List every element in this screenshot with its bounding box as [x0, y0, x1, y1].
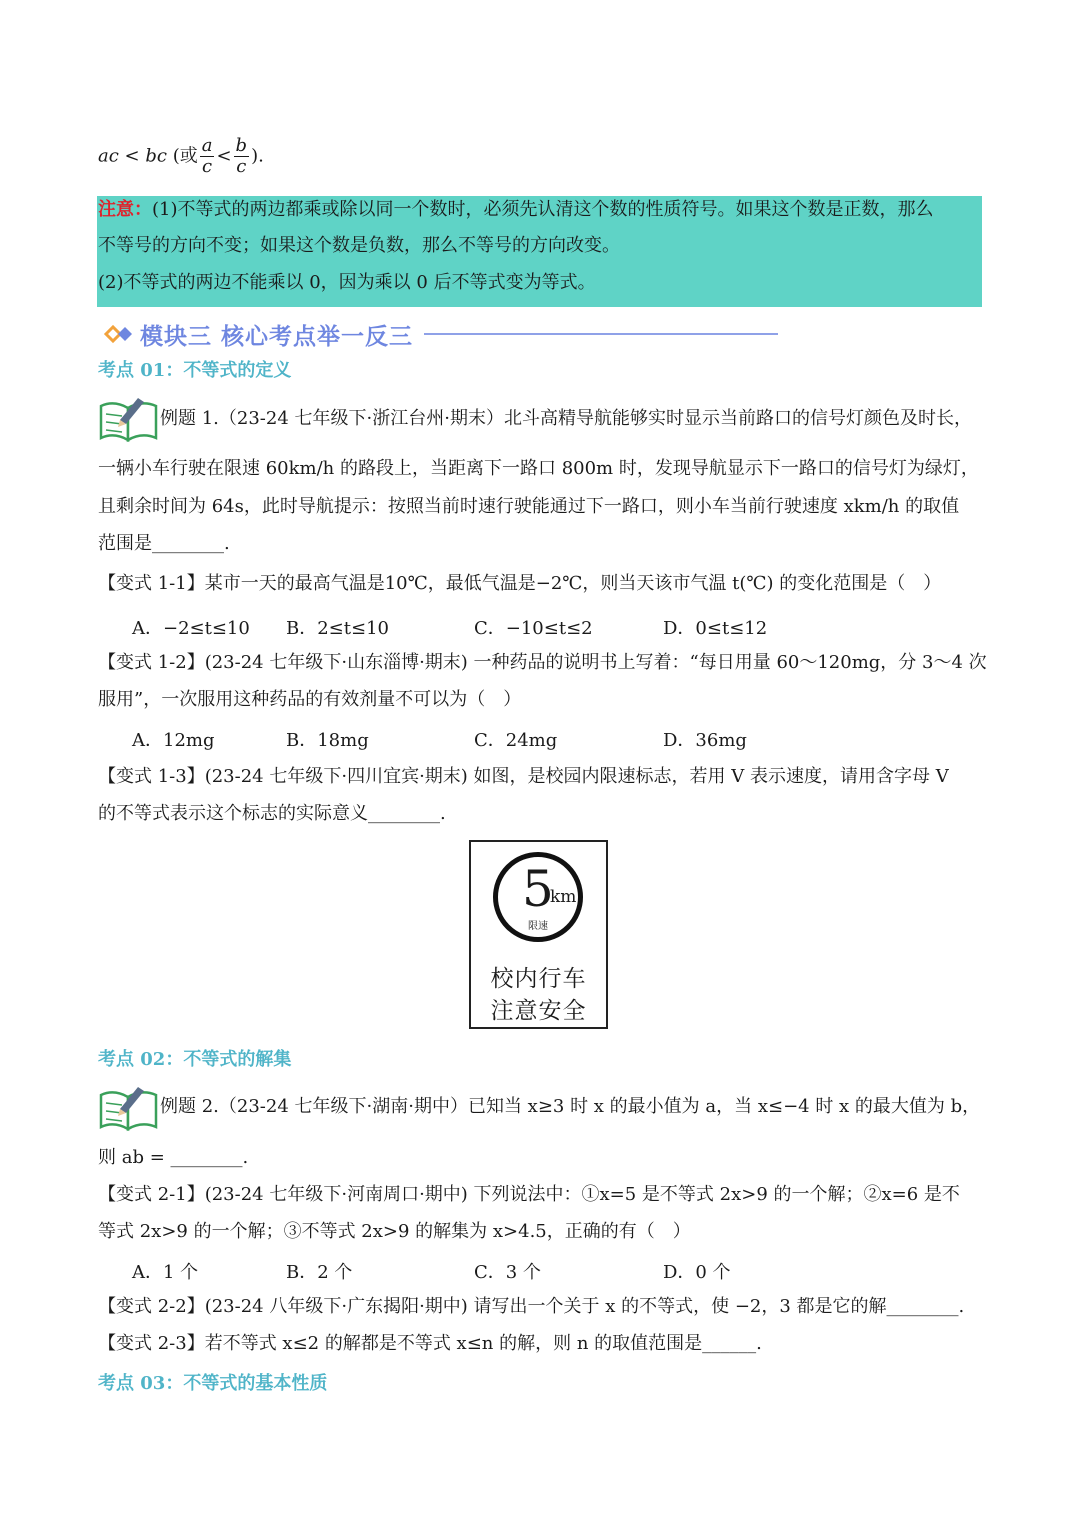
speed-limit-circle [493, 852, 583, 942]
variant-2-2-question: 【变式 2-2】(23-24 八年级下·广东揭阳·期中) 请写出一个关于 x 的不等式，使 −2，3 都是它的解________. [98, 1296, 965, 1317]
formula-line [98, 136, 264, 177]
note-line-2: 不等号的方向不变；如果这个数是负数，那么不等号的方向改变。 [98, 235, 620, 256]
example-1-line-2: 一辆小车行驶在限速 60km/h 的路段上，当距离下一路口 800m 时，发现导航显示下一路口的信号灯为绿灯， [98, 458, 979, 479]
variant-2-1-option-d: D．0 个 [663, 1262, 731, 1283]
example-1-line-1: 例题 1.（23-24 七年级下·浙江台州·期末）北斗高精导航能够实时显示当前路口的信号灯颜色及时长， [160, 408, 972, 429]
variant-2-1-option-c: C．3 个 [474, 1262, 541, 1283]
point-03-heading: 考点 03：不等式的基本性质 [98, 1373, 328, 1394]
variant-2-1-option-b: B．2 个 [286, 1262, 353, 1283]
double-diamond-icon [104, 323, 134, 345]
example-1-line-4: 范围是________. [98, 533, 230, 554]
variant-1-1-option-b: B．2≤t≤10 [286, 618, 389, 639]
formula-close: ). [251, 145, 264, 167]
variant-2-1-line-2: 等式 2x>9 的一个解；③不等式 2x>9 的解集为 x>4.5，正确的有（ ） [98, 1221, 691, 1242]
point-01-heading: 考点 01：不等式的定义 [98, 360, 292, 381]
variant-1-2-option-a: A．12mg [132, 730, 215, 751]
sign-limit-label: 限速 [528, 921, 548, 932]
fraction-b-over-c: $\frac{b}{c}$ [235, 135, 248, 177]
speed-limit-sign [469, 840, 608, 1029]
formula-lt: < [216, 145, 232, 167]
formula-open: (或 [172, 145, 198, 167]
module-title: 模块三 核心考点举一反三 [140, 323, 414, 350]
variant-1-3-line-2: 的不等式表示这个标志的实际意义________. [98, 803, 446, 824]
variant-1-2-line-1: 【变式 1-2】(23-24 七年级下·山东淄博·期末) 一种药品的说明书上写着：“每日用量 60～120mg，分 3～4 次 [98, 652, 987, 673]
variant-1-3-line-1: 【变式 1-3】(23-24 七年级下·四川宜宾·期末) 如图，是校园内限速标志，若用 V 表示速度，请用含字母 V [98, 766, 949, 787]
sign-text-2: 注意安全 [490, 998, 587, 1024]
sign-text-1: 校内行车 [490, 966, 587, 992]
variant-2-3-question: 【变式 2-3】若不等式 x≤2 的解都是不等式 x≤n 的解，则 n 的取值范围是______. [98, 1333, 762, 1354]
module-heading [104, 318, 413, 350]
point-02-heading: 考点 02：不等式的解集 [98, 1049, 292, 1070]
sign-unit: km [550, 887, 577, 907]
variant-1-2-option-c: C．24mg [474, 730, 558, 751]
variant-1-2-line-2: 服用”，一次服用这种药品的有效剂量不可以为（ ） [98, 689, 522, 710]
variant-2-1-option-a: A．1 个 [132, 1262, 199, 1283]
variant-1-1-option-a: A．−2≤t≤10 [132, 618, 250, 639]
fraction-a-over-c: $\frac{a}{c}$ [201, 135, 213, 177]
variant-2-1-line-1: 【变式 2-1】(23-24 七年级下·河南周口·期中) 下列说法中：①x=5 是不等式 2x>9 的一个解；②x=6 是不 [98, 1184, 960, 1205]
book-pencil-icon [98, 394, 160, 444]
example-2-line-2: 则 ab = ________. [98, 1147, 249, 1168]
variant-1-1-option-d: D．0≤t≤12 [663, 618, 768, 639]
sign-number: 5 [522, 860, 554, 918]
variant-1-2-option-d: D．36mg [663, 730, 747, 751]
module-rule [424, 333, 778, 335]
example-2-line-1: 例题 2.（23-24 七年级下·湖南·期中）已知当 x≥3 时 x 的最小值为 a，当 x≤−4 时 x 的最大值为 b， [160, 1096, 981, 1117]
variant-1-1-option-c: C．−10≤t≤2 [474, 618, 593, 639]
variant-1-2-option-b: B．18mg [286, 730, 369, 751]
book-pencil-icon [98, 1083, 160, 1133]
note-line-1: 注意：(1)不等式的两边都乘或除以同一个数时，必须先认清这个数的性质符号。如果这个数是正数，那么 [98, 199, 934, 220]
note-label: 注意： [98, 199, 152, 220]
formula-lhs: ac < bc [98, 145, 167, 167]
variant-1-1-question: 【变式 1-1】某市一天的最高气温是10℃，最低气温是−2℃，则当天该市气温 t(℃) 的变化范围是（ ） [98, 573, 942, 594]
note-line-3: (2)不等式的两边不能乘以 0，因为乘以 0 后不等式变为等式。 [98, 272, 596, 293]
example-1-line-3: 且剩余时间为 64s，此时导航提示：按照当前时速行驶能通过下一路口，则小车当前行驶速度 xkm/h 的取值 [98, 496, 960, 517]
